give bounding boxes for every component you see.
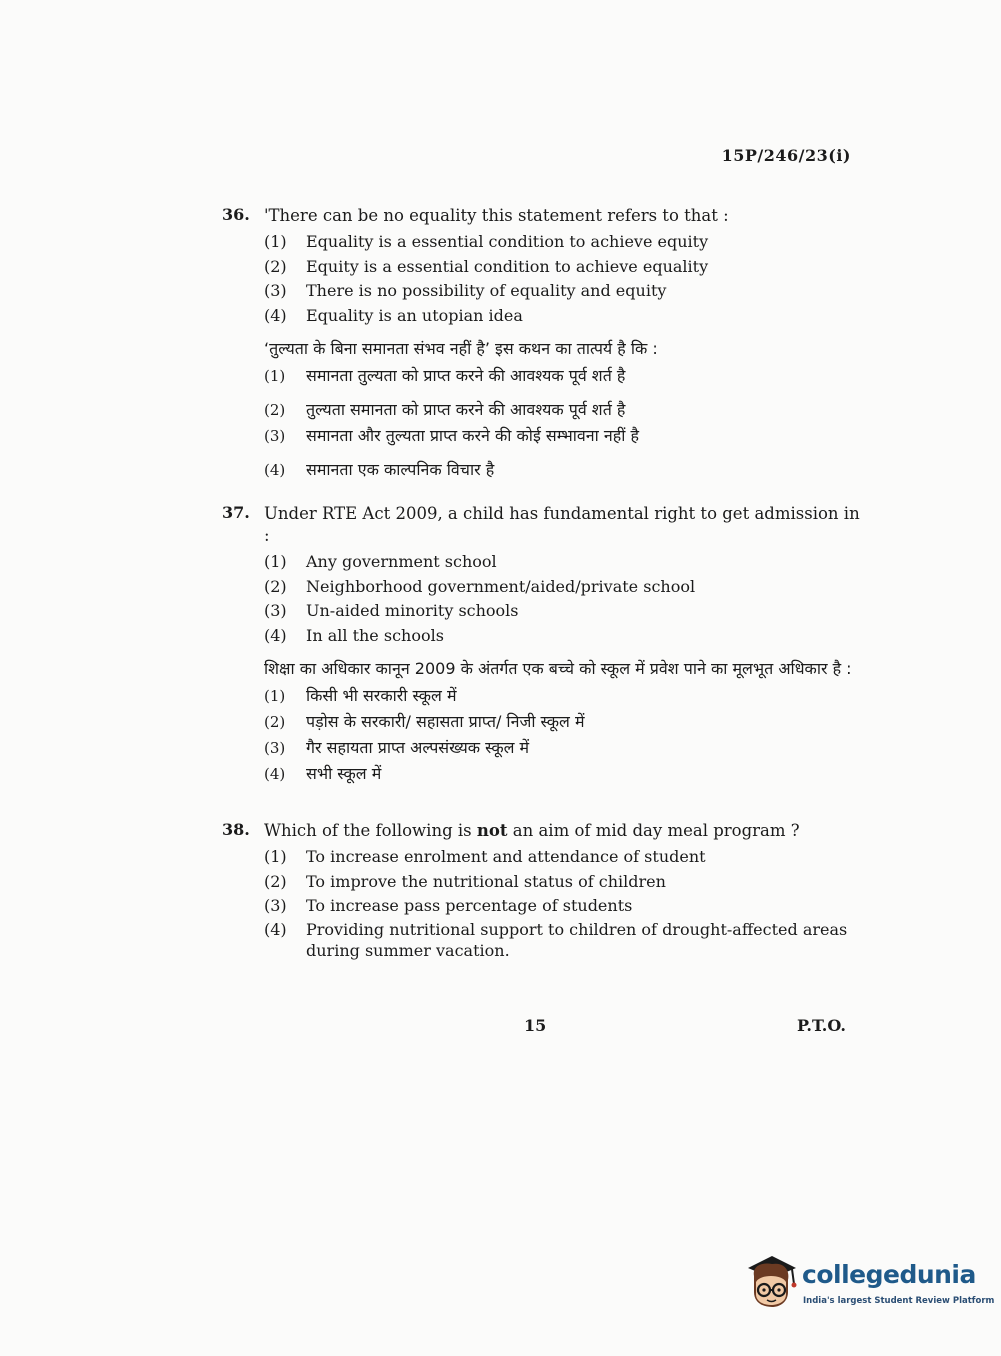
- option-number: (1): [264, 367, 286, 385]
- question-number: 38.: [222, 820, 250, 839]
- option: [264, 255, 862, 280]
- option: [264, 457, 862, 483]
- option-text: सभी स्कूल में: [306, 764, 382, 783]
- option-text: Equality is an utopian idea: [306, 305, 523, 325]
- page-number: 15: [524, 1016, 547, 1035]
- options-hi: [264, 363, 862, 483]
- option-text: समानता और तुल्यता प्राप्त करने की कोई सम्भावना नहीं है: [306, 426, 640, 445]
- option-number: (3): [264, 601, 287, 620]
- option-text: किसी भी सरकारी स्कूल में: [306, 686, 457, 705]
- option-number: (4): [264, 305, 287, 325]
- option-text: In all the schools: [306, 625, 444, 645]
- option-text: Un-aided minority schools: [306, 601, 519, 620]
- option-number: (3): [264, 739, 286, 757]
- question-38: [222, 820, 862, 961]
- option-number: (4): [264, 919, 287, 939]
- option-text: Equality is a essential condition to achieve equity: [306, 232, 709, 251]
- option-number: (2): [264, 713, 286, 731]
- question-text-en: [264, 820, 862, 842]
- option-text: To increase pass percentage of students: [306, 896, 633, 915]
- option: [264, 735, 862, 761]
- option-number: (2): [264, 256, 287, 276]
- option: [264, 709, 862, 735]
- option-number: (2): [264, 576, 287, 596]
- option-text: To improve the nutritional status of children: [306, 871, 666, 891]
- pto-label: P.T.O.: [797, 1016, 846, 1035]
- option-number: (1): [264, 232, 287, 251]
- question-text-part: Which of the following is: [264, 821, 477, 840]
- options-en: [264, 845, 862, 961]
- question-37: [222, 503, 862, 787]
- option: [264, 599, 862, 624]
- question-text-en: 'There can be no equality this statement refers to that :: [264, 206, 729, 225]
- option-number: (3): [264, 896, 287, 915]
- option: [264, 919, 862, 961]
- brand-name: collegedunia: [802, 1260, 976, 1289]
- option: [264, 575, 862, 600]
- question-text-hi: शिक्षा का अधिकार कानून 2009 के अंतर्गत एक बच्चे को स्कूल में प्रवेश पाने का मूलभूत अधिकार है :: [264, 659, 852, 678]
- option: [264, 304, 862, 329]
- option: [264, 363, 862, 389]
- option-number: (1): [264, 847, 287, 866]
- mascot-icon: [742, 1252, 800, 1310]
- option-text: Equity is a essential condition to achieve equality: [306, 256, 709, 276]
- option-text: तुल्यता समानता को प्राप्त करने की आवश्यक पूर्व शर्त है: [306, 400, 626, 419]
- option: [264, 870, 862, 895]
- option-number: (4): [264, 461, 286, 479]
- options-en: [264, 550, 862, 648]
- option-number: (2): [264, 871, 287, 891]
- option: [264, 397, 862, 423]
- option-number: (2): [264, 401, 286, 419]
- option: [264, 683, 862, 709]
- question-text-part: an aim of mid day meal program ?: [507, 821, 800, 840]
- option-text: समानता तुल्यता को प्राप्त करने की आवश्यक पूर्व शर्त है: [306, 366, 626, 385]
- option-number: (4): [264, 765, 286, 783]
- option-text: गैर सहायता प्राप्त अल्पसंख्यक स्कूल में: [306, 738, 530, 757]
- option-text: There is no possibility of equality and equity: [306, 281, 667, 300]
- option: [264, 230, 862, 255]
- question-text-hi: ‘तुल्यता के बिना समानता संभव नहीं है’ इस कथन का तात्पर्य है कि :: [264, 339, 658, 358]
- option: [264, 423, 862, 449]
- option-text: To increase enrolment and attendance of student: [306, 847, 706, 866]
- option-text: Providing nutritional support to children of drought-affected areas during summer vacation.: [306, 919, 848, 960]
- option: [264, 279, 862, 304]
- collegedunia-logo: [742, 1252, 995, 1312]
- question-text-en: Under RTE Act 2009, a child has fundamental right to get admission in :: [264, 504, 860, 545]
- option-number: (3): [264, 281, 287, 300]
- option-text: Neighborhood government/aided/private school: [306, 576, 696, 596]
- question-36: [222, 205, 862, 483]
- options-en: [264, 230, 862, 328]
- brand-tagline: India's largest Student Review Platform: [803, 1296, 995, 1306]
- option: [264, 894, 862, 919]
- options-hi: [264, 683, 862, 787]
- option-number: (3): [264, 427, 286, 445]
- question-number: 36.: [222, 205, 250, 224]
- option-number: (1): [264, 552, 287, 571]
- question-text-emphasis: not: [476, 821, 508, 840]
- option-text: Any government school: [306, 552, 497, 571]
- question-number: 37.: [222, 503, 250, 522]
- option: [264, 550, 862, 575]
- option: [264, 845, 862, 870]
- option-text: पड़ोस के सरकारी/ सहासता प्राप्त/ निजी स्कूल में: [306, 712, 585, 731]
- option-number: (4): [264, 625, 287, 645]
- option: [264, 624, 862, 649]
- paper-code: 15P/246/23(i): [721, 146, 851, 165]
- option-text: समानता एक काल्पनिक विचार है: [306, 460, 495, 479]
- option: [264, 761, 862, 787]
- option-number: (1): [264, 687, 286, 705]
